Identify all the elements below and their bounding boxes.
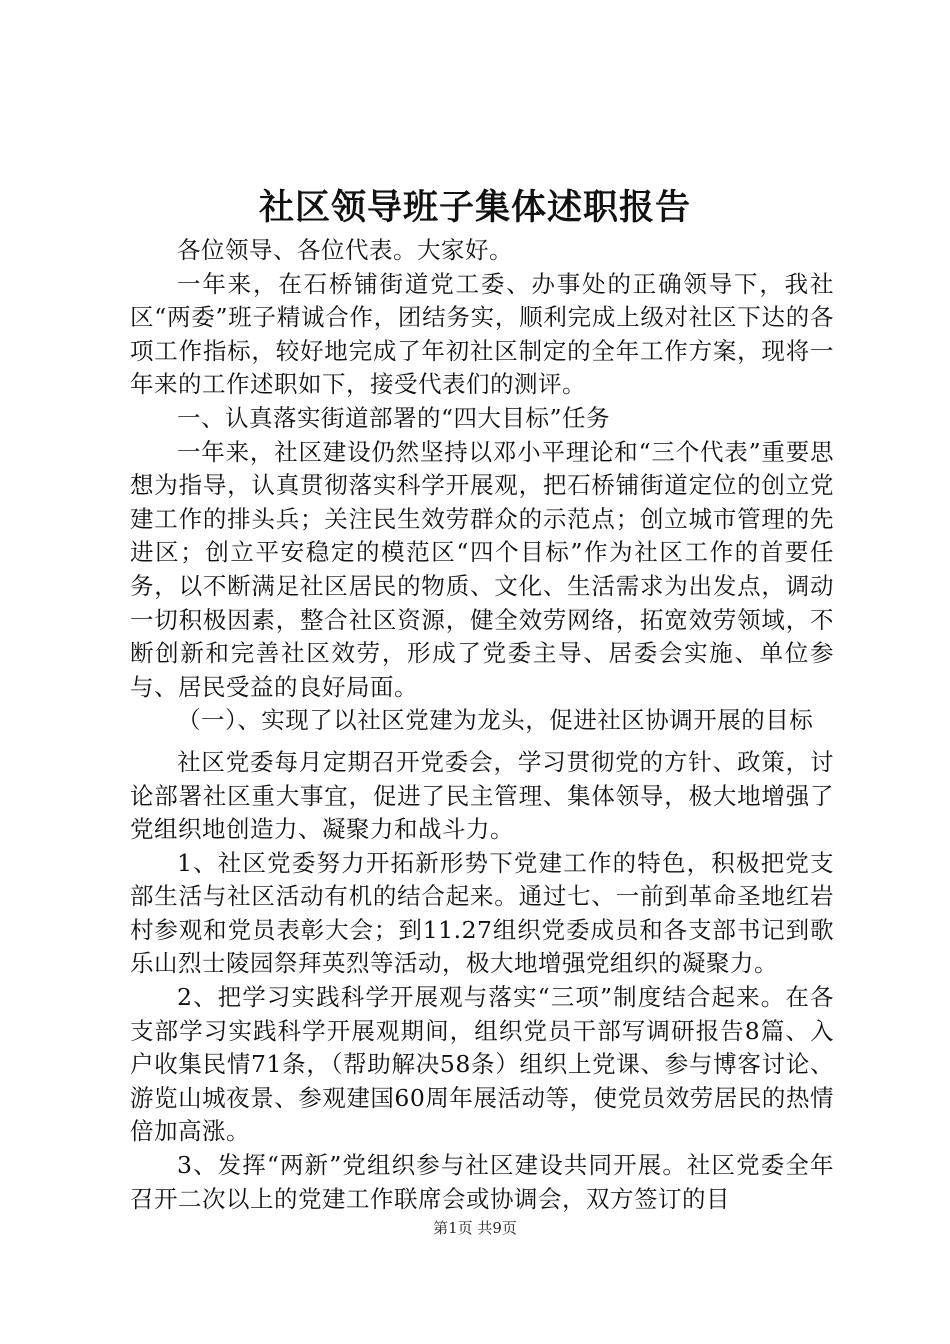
paragraph-section-1: 一年来，社区建设仍然坚持以邓小平理论和“三个代表”重要思想为指导，认真贯彻落实科学开展观，把石桥铺街道定位的创立党建工作的排头兵；关注民生效劳群众的示范点；创立城市管理的先进区；创立平安稳定的模范区“四个目标”作为社区工作的首要任务，以不断满足社区居民的物质、文化、生活需求为出发点，调动一切积极因素，整合社区资源，健全效劳网络，拓宽效劳领域，不断创新和完善社区效劳，形成了党委主导、居委会实施、单位参与、居民受益的良好局面。: [130, 437, 834, 701]
document-body: [130, 234, 834, 1216]
paragraph-item-1: 1、社区党委努力开拓新形势下党建工作的特色，积极把党支部生活与社区活动有机的结合起来。通过七、一前到革命圣地红岩村参观和党员表彰大会；到11.27组织党委成员和各支部书记到歌乐山烈士陵园祭拜英烈等活动，极大地增强党组织的凝聚力。: [130, 848, 834, 978]
paragraph-greeting: 各位领导、各位代表。大家好。: [177, 236, 513, 264]
paragraph-party-committee: 社区党委每月定期召开党委会，学习贯彻党的方针、政策，讨论部署社区重大事宜，促进了民主管理、集体领导，极大地增强了党组织地创造力、凝聚力和战斗力。: [130, 747, 834, 844]
paragraph-item-2: 2、把学习实践科学开展观与落实“三项”制度结合起来。在各支部学习实践科学开展观期间，组织党员干部写调研报告8篇、入户收集民情71条，（帮助解决58条）组织上党课、参与博客讨论、游览山城夜景、参观建国60周年展活动等，使党员效劳居民的热情倍加高涨。: [130, 983, 834, 1146]
paragraph-intro: 一年来，在石桥铺街道党工委、办事处的正确领导下，我社区“两委”班子精诚合作，团结务实，顺利完成上级对社区下达的各项工作指标，较好地完成了年初社区制定的全年工作方案，现将一年来的工作述职如下，接受代表们的测评。: [130, 269, 834, 399]
subsection-heading-1: （一）、实现了以社区党建为龙头，促进社区协调开展的目标: [177, 706, 814, 735]
document-title: 社区领导班子集体述职报告: [258, 187, 691, 228]
section-heading-1: 一、认真落实街道部署的“四大目标”任务: [177, 403, 611, 432]
paragraph-item-3: 3、发挥“两新”党组织参与社区建设共同开展。社区党委全年召开二次以上的党建工作联席会或协调会，双方签订的目: [130, 1151, 834, 1213]
page-footer: 第1页 共9页: [433, 1219, 517, 1237]
